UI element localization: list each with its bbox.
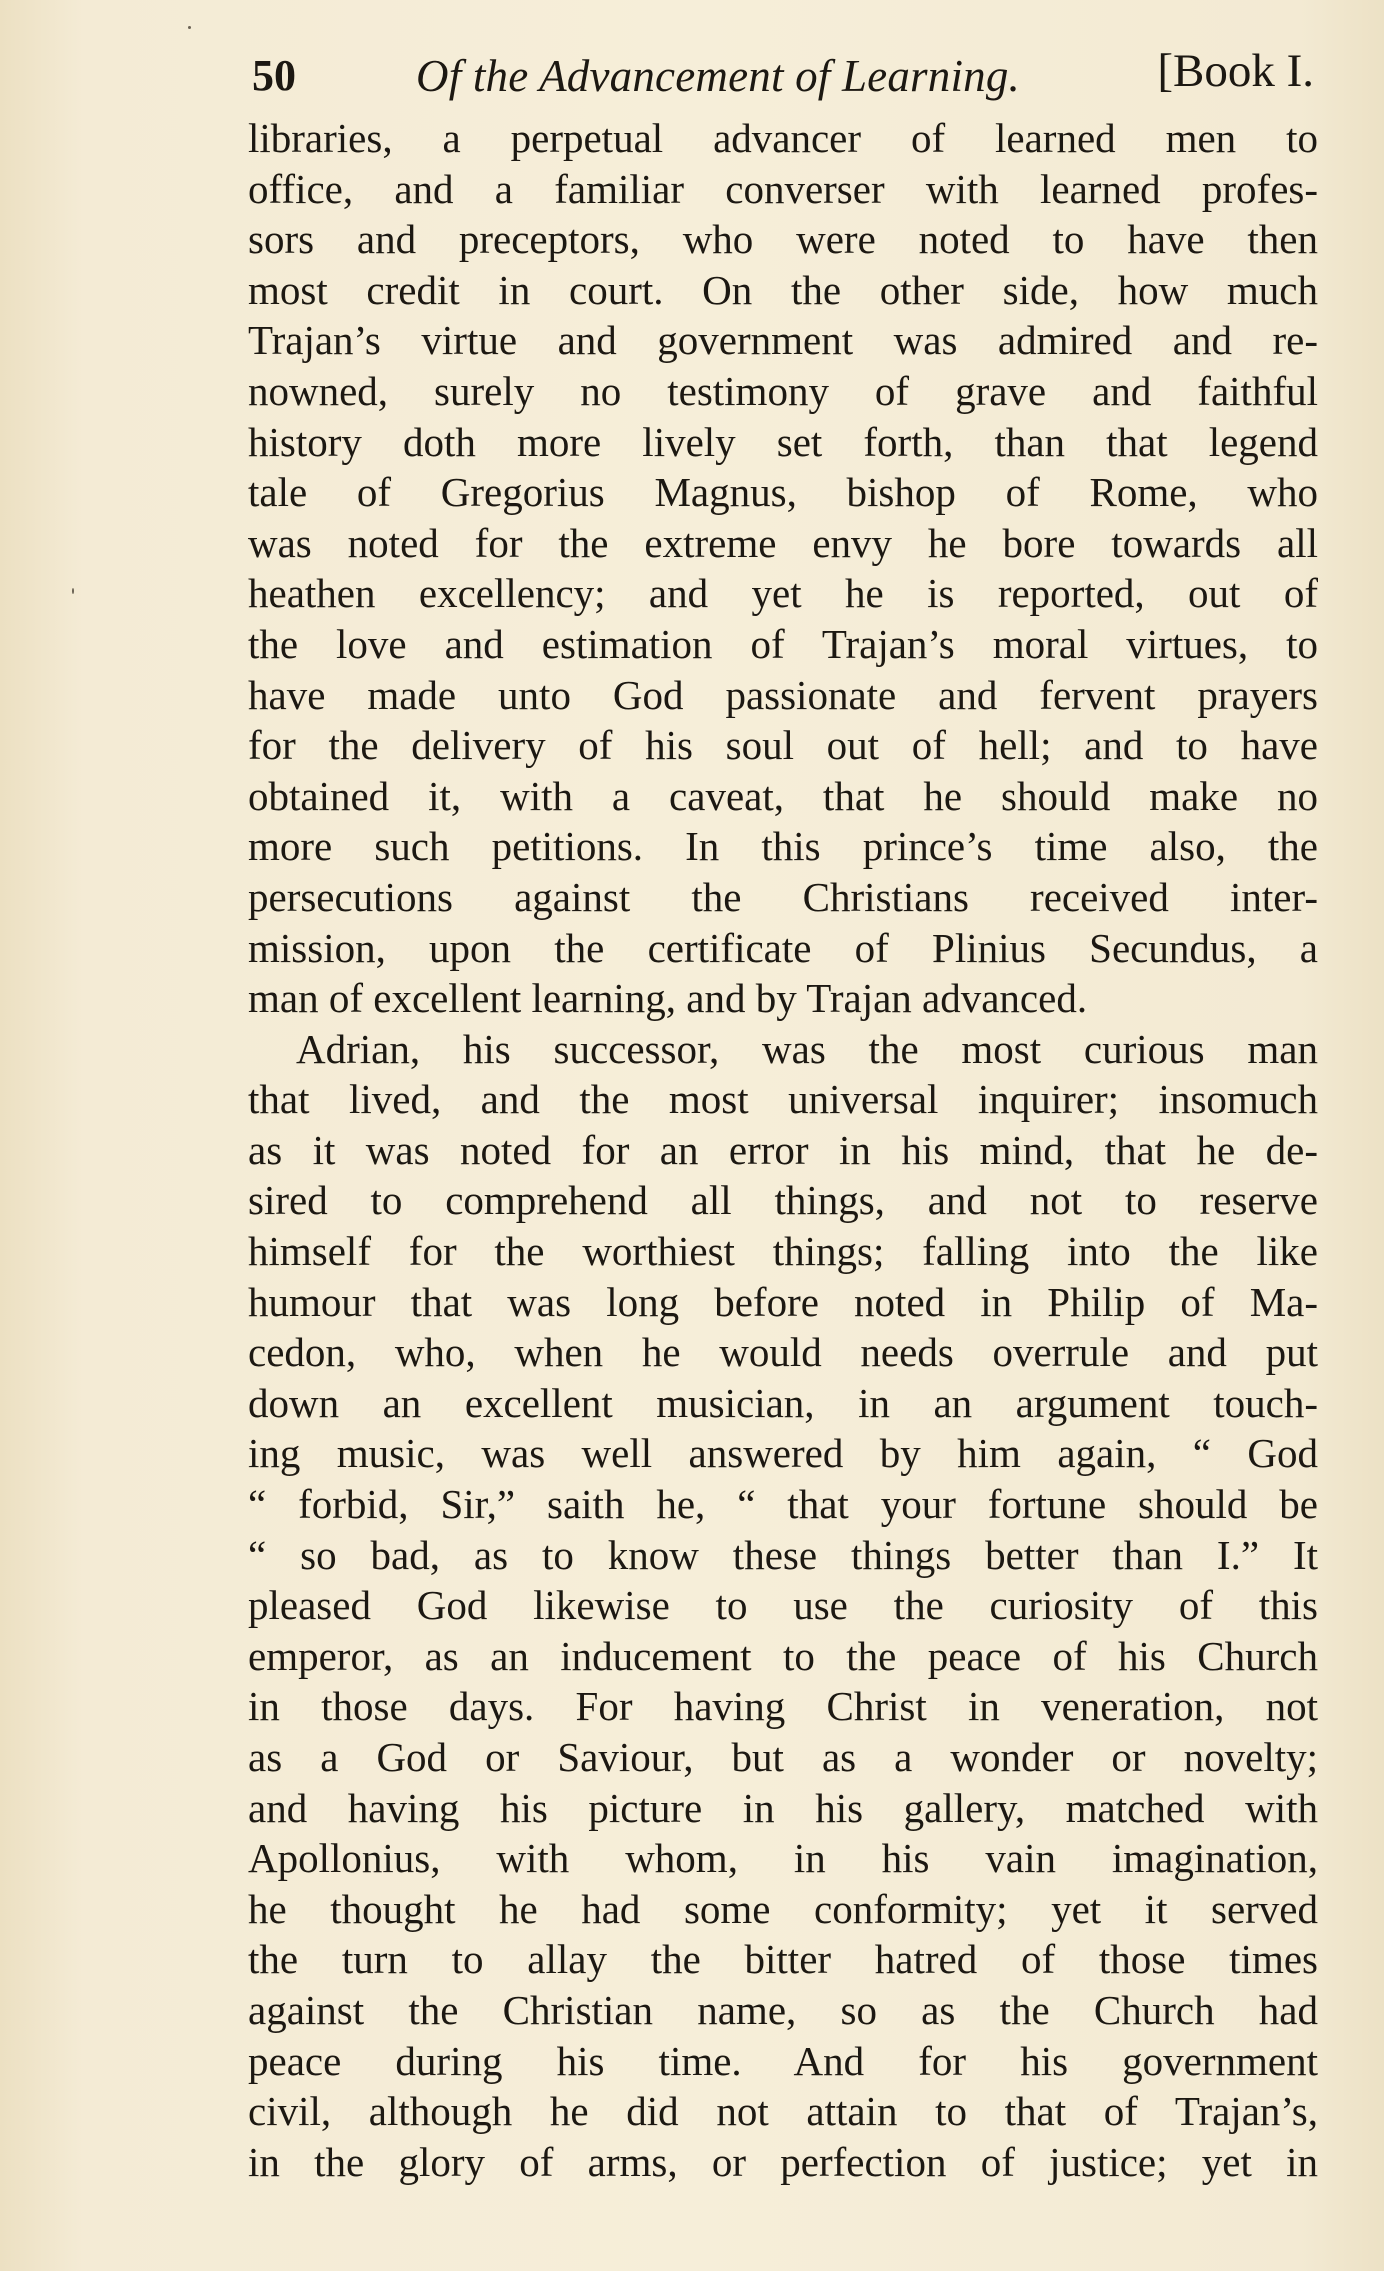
text-line: and having his picture in his gallery, matched with: [248, 1784, 1318, 1831]
text-line: emperor, as an inducement to the peace of his Church: [248, 1632, 1318, 1679]
text-line: “ so bad, as to know these things better than I.” It: [248, 1531, 1318, 1578]
page-number: 50: [252, 51, 296, 100]
book-label: [Book I.: [1157, 45, 1314, 97]
text-line: in those days. For having Christ in veneration, not: [248, 1683, 1318, 1730]
text-line: office, and a familiar converser with learned profes-: [248, 165, 1318, 212]
text-line: down an excellent musician, in an argument touch-: [248, 1379, 1318, 1426]
text-line: ing music, was well answered by him again, “ God: [248, 1430, 1318, 1477]
text-line: Adrian, his successor, was the most curious man: [296, 1025, 1318, 1072]
text-line: the love and estimation of Trajan’s moral virtues, to: [248, 620, 1318, 667]
text-line: was noted for the extreme envy he bore towards all: [248, 519, 1318, 566]
text-line: for the delivery of his soul out of hell; and to have: [248, 722, 1318, 769]
text-line: persecutions against the Christians received inter-: [248, 873, 1318, 920]
text-line: he thought he had some conformity; yet it served: [248, 1885, 1318, 1932]
text-line: Apollonius, with whom, in his vain imagination,: [248, 1835, 1318, 1882]
text-line: sors and preceptors, who were noted to have then: [248, 216, 1318, 263]
text-line: more such petitions. In this prince’s time also, the: [248, 823, 1318, 870]
text-line: mission, upon the certificate of Plinius Secundus, a: [248, 924, 1318, 971]
body-text: [248, 113, 1318, 2187]
text-line: most credit in court. On the other side, how much: [248, 266, 1318, 313]
text-line: have made unto God passionate and fervent prayers: [248, 671, 1318, 718]
text-line: humour that was long before noted in Philip of Ma-: [248, 1278, 1318, 1325]
text-line: Trajan’s virtue and government was admired and re-: [248, 317, 1318, 364]
text-line: peace during his time. And for his government: [248, 2037, 1318, 2084]
text-line: “ forbid, Sir,” saith he, “ that your fortune should be: [248, 1481, 1318, 1528]
running-header: [248, 46, 1326, 110]
text-line: the turn to allay the bitter hatred of those times: [248, 1936, 1318, 1983]
text-line: as it was noted for an error in his mind, that he de-: [248, 1126, 1318, 1173]
text-line: heathen excellency; and yet he is reported, out of: [248, 570, 1318, 617]
text-line: nowned, surely no testimony of grave and faithful: [248, 367, 1318, 414]
text-line: as a God or Saviour, but as a wonder or novelty;: [248, 1734, 1318, 1780]
text-line: sired to comprehend all things, and not to reserve: [248, 1177, 1318, 1224]
text-line: pleased God likewise to use the curiosity of this: [248, 1582, 1318, 1629]
text-line: man of excellent learning, and by Trajan advanced.: [248, 975, 1088, 1022]
text-line: obtained it, with a caveat, that he should make no: [248, 772, 1318, 819]
paper-speck: [72, 588, 74, 594]
text-line: history doth more lively set forth, than that legend: [248, 418, 1318, 465]
text-line: libraries, a perpetual advancer of learned men to: [248, 115, 1318, 161]
text-line: in the glory of arms, or perfection of justice; yet in: [248, 2138, 1318, 2185]
paper-speck: [188, 26, 191, 29]
text-line: that lived, and the most universal inquirer; insomuch: [248, 1076, 1318, 1123]
running-title: Of the Advancement of Learning.: [416, 51, 1021, 101]
text-line: cedon, who, when he would needs overrule and put: [248, 1329, 1318, 1376]
text-line: tale of Gregorius Magnus, bishop of Rome, who: [248, 469, 1318, 516]
text-line: civil, although he did not attain to that of Trajan’s,: [248, 2088, 1318, 2135]
text-line: against the Christian name, so as the Church had: [248, 1986, 1318, 2033]
text-line: himself for the worthiest things; falling into the like: [248, 1228, 1318, 1275]
